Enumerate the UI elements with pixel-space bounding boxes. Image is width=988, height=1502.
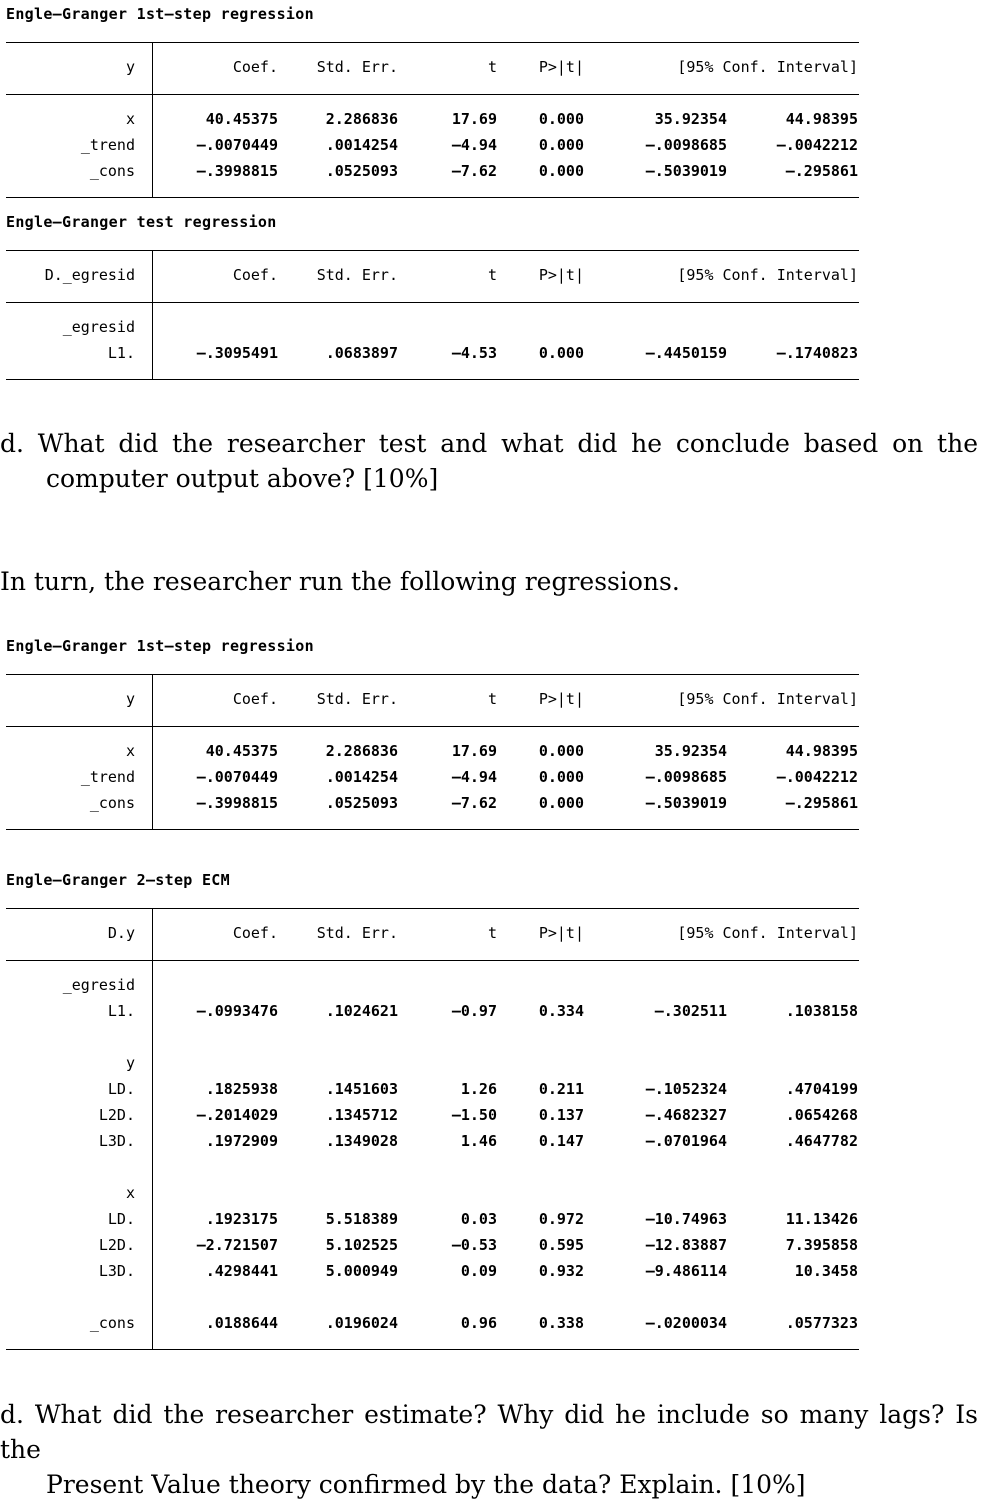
ci-upper: 44.98395: [785, 110, 858, 128]
ci-upper: 7.395858: [785, 1236, 858, 1254]
table-rule: [6, 94, 859, 95]
question-1: [0, 426, 978, 496]
coef-value: –.0993476: [196, 1002, 278, 1020]
table-row: [0, 768, 870, 788]
ci-upper: –.295861: [785, 162, 858, 180]
std-err-value: .0196024: [325, 1314, 398, 1332]
p-value: 0.000: [538, 768, 584, 786]
t-value: –7.62: [451, 794, 497, 812]
std-err-value: .0525093: [325, 162, 398, 180]
table-row: [0, 162, 870, 182]
ci-lower: –.0098685: [645, 768, 727, 786]
header-p: P>|t|: [538, 690, 584, 708]
header-std-err: Std. Err.: [316, 690, 398, 708]
coef-value: .4298441: [205, 1262, 278, 1280]
ci-upper: 10.3458: [794, 1262, 858, 1280]
table-group-row: [0, 1184, 870, 1204]
ci-lower: 35.92354: [654, 110, 727, 128]
t-value: –1.50: [451, 1106, 497, 1124]
row-label: L1.: [107, 344, 135, 362]
coef-value: .1825938: [205, 1080, 278, 1098]
header-coef: Coef.: [232, 266, 278, 284]
row-label: _trend: [80, 136, 135, 154]
ci-upper: 44.98395: [785, 742, 858, 760]
question-2: [0, 1397, 978, 1502]
table-row: [0, 1002, 870, 1022]
p-value: 0.000: [538, 794, 584, 812]
ci-upper: –.0042212: [776, 768, 858, 786]
t-value: 17.69: [451, 742, 497, 760]
ci-lower: –.4450159: [645, 344, 727, 362]
table-title: Engle–Granger 2–step ECM: [6, 871, 230, 889]
ci-upper: .0654268: [785, 1106, 858, 1124]
table-row: [0, 344, 870, 364]
t-value: 0.96: [460, 1314, 497, 1332]
ci-lower: –.1052324: [645, 1080, 727, 1098]
header-p: P>|t|: [538, 266, 584, 284]
table-rule: [6, 1349, 859, 1350]
header-t: t: [487, 266, 497, 284]
t-value: –0.97: [451, 1002, 497, 1020]
question-2-line-2: Present Value theory confirmed by the data? Explain. [10%]: [46, 1470, 806, 1499]
table-row: [0, 742, 870, 762]
header-dependent-var: D._egresid: [44, 266, 135, 284]
coef-value: –.3998815: [196, 794, 278, 812]
table-title: Engle–Granger 1st–step regression: [6, 5, 314, 23]
group-label: _egresid: [62, 976, 135, 994]
header-std-err: Std. Err.: [316, 58, 398, 76]
row-label: LD.: [107, 1080, 135, 1098]
row-label: L3D.: [98, 1132, 135, 1150]
std-err-value: 5.102525: [325, 1236, 398, 1254]
table-rule: [6, 250, 859, 251]
table-rule: [6, 197, 859, 198]
t-value: 1.46: [460, 1132, 497, 1150]
table-title: Engle–Granger test regression: [6, 213, 277, 231]
table-row: [0, 1314, 870, 1334]
t-value: 0.09: [460, 1262, 497, 1280]
ci-lower: –.0098685: [645, 136, 727, 154]
question-2-line-1: d. What did the researcher estimate? Why did he include so many lags? Is the: [0, 1400, 978, 1464]
row-label: x: [125, 110, 135, 128]
table-rule: [6, 726, 859, 727]
row-label: x: [125, 742, 135, 760]
table-group-row: [0, 318, 870, 338]
coef-value: 40.45375: [205, 742, 278, 760]
p-value: 0.000: [538, 162, 584, 180]
p-value: 0.932: [538, 1262, 584, 1280]
table-rule: [6, 829, 859, 830]
p-value: 0.972: [538, 1210, 584, 1228]
header-std-err: Std. Err.: [316, 924, 398, 942]
question-1-line-2: computer output above? [10%]: [46, 464, 439, 493]
std-err-value: .0014254: [325, 768, 398, 786]
header-coef: Coef.: [232, 690, 278, 708]
std-err-value: 2.286836: [325, 742, 398, 760]
table-row: [0, 1080, 870, 1100]
t-value: 1.26: [460, 1080, 497, 1098]
p-value: 0.147: [538, 1132, 584, 1150]
table-group-row: [0, 976, 870, 996]
table-rule: [6, 960, 859, 961]
coef-value: –.0070449: [196, 768, 278, 786]
coef-value: .0188644: [205, 1314, 278, 1332]
table-header-row: [0, 266, 870, 286]
t-value: –4.94: [451, 768, 497, 786]
ci-lower: –.5039019: [645, 794, 727, 812]
ci-upper: .1038158: [785, 1002, 858, 1020]
header-conf-interval: [95% Conf. Interval]: [677, 58, 858, 76]
ci-lower: 35.92354: [654, 742, 727, 760]
header-t: t: [487, 58, 497, 76]
row-label: _cons: [89, 162, 135, 180]
std-err-value: .1024621: [325, 1002, 398, 1020]
table-group-row: [0, 1054, 870, 1074]
std-err-value: 5.518389: [325, 1210, 398, 1228]
p-value: 0.000: [538, 742, 584, 760]
ci-upper: –.0042212: [776, 136, 858, 154]
ci-upper: 11.13426: [785, 1210, 858, 1228]
ci-upper: –.1740823: [776, 344, 858, 362]
header-conf-interval: [95% Conf. Interval]: [677, 924, 858, 942]
coef-value: –.3095491: [196, 344, 278, 362]
row-label: L2D.: [98, 1236, 135, 1254]
coef-value: .1923175: [205, 1210, 278, 1228]
t-value: 17.69: [451, 110, 497, 128]
question-1-line-1: d. What did the researcher test and what did he conclude based on the: [0, 429, 978, 458]
ci-lower: –.4682327: [645, 1106, 727, 1124]
table-header-row: [0, 58, 870, 78]
header-dependent-var: D.y: [107, 924, 135, 942]
p-value: 0.000: [538, 110, 584, 128]
ci-lower: –.0200034: [645, 1314, 727, 1332]
p-value: 0.334: [538, 1002, 584, 1020]
std-err-value: .1451603: [325, 1080, 398, 1098]
table-row: [0, 1106, 870, 1126]
header-dependent-var: y: [125, 690, 135, 708]
row-label: L1.: [107, 1002, 135, 1020]
std-err-value: .0683897: [325, 344, 398, 362]
table-row: [0, 794, 870, 814]
ci-lower: –.302511: [654, 1002, 727, 1020]
coef-value: –.2014029: [196, 1106, 278, 1124]
header-dependent-var: y: [125, 58, 135, 76]
coef-value: .1972909: [205, 1132, 278, 1150]
header-t: t: [487, 924, 497, 942]
p-value: 0.000: [538, 136, 584, 154]
header-t: t: [487, 690, 497, 708]
p-value: 0.338: [538, 1314, 584, 1332]
group-label: x: [125, 1184, 135, 1202]
table-rule: [6, 674, 859, 675]
ci-upper: .4647782: [785, 1132, 858, 1150]
ci-lower: –10.74963: [645, 1210, 727, 1228]
table-rule: [6, 379, 859, 380]
std-err-value: .0014254: [325, 136, 398, 154]
table-row: [0, 110, 870, 130]
table-rule: [6, 42, 859, 43]
ci-upper: .4704199: [785, 1080, 858, 1098]
table-row: [0, 1262, 870, 1282]
header-conf-interval: [95% Conf. Interval]: [677, 690, 858, 708]
std-err-value: 2.286836: [325, 110, 398, 128]
ci-lower: –12.83887: [645, 1236, 727, 1254]
row-label: L3D.: [98, 1262, 135, 1280]
table-title: Engle–Granger 1st–step regression: [6, 637, 314, 655]
coef-value: 40.45375: [205, 110, 278, 128]
table-header-row: [0, 924, 870, 944]
coef-value: –.3998815: [196, 162, 278, 180]
intro-text: In turn, the researcher run the following regressions.: [0, 567, 680, 596]
row-label: _trend: [80, 768, 135, 786]
coef-value: –.0070449: [196, 136, 278, 154]
table-rule: [6, 908, 859, 909]
group-label: y: [125, 1054, 135, 1072]
row-label: L2D.: [98, 1106, 135, 1124]
header-conf-interval: [95% Conf. Interval]: [677, 266, 858, 284]
header-coef: Coef.: [232, 924, 278, 942]
std-err-value: .1345712: [325, 1106, 398, 1124]
std-err-value: .0525093: [325, 794, 398, 812]
p-value: 0.000: [538, 344, 584, 362]
table-rule: [6, 302, 859, 303]
table-row: [0, 1236, 870, 1256]
std-err-value: 5.000949: [325, 1262, 398, 1280]
t-value: –4.53: [451, 344, 497, 362]
header-p: P>|t|: [538, 924, 584, 942]
table-row: [0, 136, 870, 156]
t-value: –7.62: [451, 162, 497, 180]
group-label: _egresid: [62, 318, 135, 336]
table-row: [0, 1132, 870, 1152]
row-label: LD.: [107, 1210, 135, 1228]
p-value: 0.137: [538, 1106, 584, 1124]
ci-upper: –.295861: [785, 794, 858, 812]
header-p: P>|t|: [538, 58, 584, 76]
table-divider: [152, 908, 153, 1349]
t-value: –4.94: [451, 136, 497, 154]
std-err-value: .1349028: [325, 1132, 398, 1150]
ci-lower: –.5039019: [645, 162, 727, 180]
ci-upper: .0577323: [785, 1314, 858, 1332]
t-value: –0.53: [451, 1236, 497, 1254]
header-std-err: Std. Err.: [316, 266, 398, 284]
table-header-row: [0, 690, 870, 710]
table-row: [0, 1210, 870, 1230]
t-value: 0.03: [460, 1210, 497, 1228]
header-coef: Coef.: [232, 58, 278, 76]
row-label: _cons: [89, 794, 135, 812]
ci-lower: –.0701964: [645, 1132, 727, 1150]
p-value: 0.595: [538, 1236, 584, 1254]
ci-lower: –9.486114: [645, 1262, 727, 1280]
row-label: _cons: [89, 1314, 135, 1332]
coef-value: –2.721507: [196, 1236, 278, 1254]
p-value: 0.211: [538, 1080, 584, 1098]
